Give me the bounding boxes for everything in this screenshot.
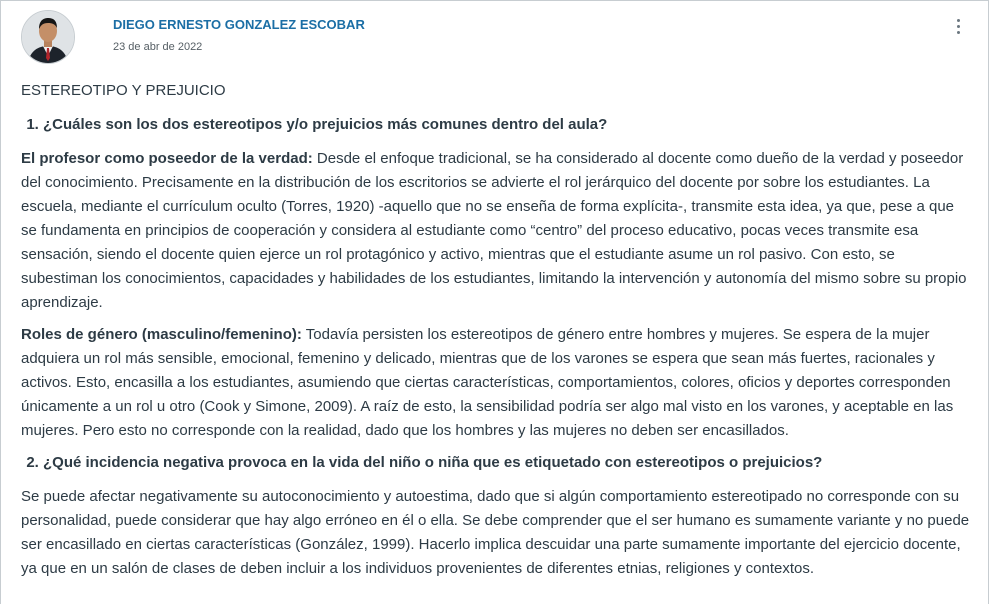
author-name-link[interactable]: DIEGO ERNESTO GONZALEZ ESCOBAR xyxy=(113,17,365,32)
paragraph-teacher-stereotype xyxy=(21,147,971,315)
avatar-photo-icon xyxy=(22,11,74,63)
author-avatar[interactable] xyxy=(21,10,75,64)
question-list-2 xyxy=(21,451,971,475)
post-title: ESTEREOTIPO Y PREJUICIO xyxy=(21,82,226,99)
paragraph-text: Todavía persisten los estereotipos de género entre hombres y mujeres. Se espera de la mujer adquiera un rol más sensible, emocional, femenino y delicado, mientras que de los varones se espera que sean más fuertes, racionales y activos. Esto, encasilla a los estudiantes, asumiendo que ciertas características, comportamientos, colores, oficios y deportes corresponden únicamente a un rol u otro (Cook y Simone, 2009). A raíz de esto, la sensibilidad podría ser algo mal visto en los varones, y aceptable en las mujeres. Pero esto no corresponde con la realidad, dado que los hombres y las mujeres no deben ser encasillados. xyxy=(21,326,954,439)
kebab-menu-icon xyxy=(957,25,960,28)
post-date: 23 de abr de 2022 xyxy=(113,41,203,53)
paragraph-label: Roles de género (masculino/femenino): xyxy=(21,326,302,343)
kebab-menu-icon xyxy=(957,31,960,34)
post-body xyxy=(21,81,971,589)
more-options-button[interactable] xyxy=(948,15,968,37)
paragraph-label: El profesor como poseedor de la verdad: xyxy=(21,150,313,167)
question-2: 2. ¿Qué incidencia negativa provoca en la vida del niño o niña que es etiquetado con estereotipos o prejuicios? xyxy=(43,451,971,475)
kebab-menu-icon xyxy=(957,19,960,22)
question-list-1 xyxy=(21,113,971,137)
question-1: 1. ¿Cuáles son los dos estereotipos y/o prejuicios más comunes dentro del aula? xyxy=(43,113,971,137)
paragraph-negative-impact: Se puede afectar negativamente su autoconocimiento y autoestima, dado que si algún comportamiento estereotipado no corresponde con su personalidad, puede considerar que hay algo erróneo en él o ella. Se debe comprender que el ser humano es sumamente variante y no puede ser encasillado en ciertas características (González, 1999). Hacerlo implica descuidar una parte sumamente importante del ejercicio docente, ya que en un salón de clases de deben incluir a los individuos provenientes de diferentes etnias, religiones y contextos. xyxy=(21,488,970,577)
paragraph-gender-roles xyxy=(21,323,971,443)
paragraph-text: Desde el enfoque tradicional, se ha considerado al docente como dueño de la verdad y poseedor del conocimiento. Precisamente en la distribución de los escritorios se advierte el rol jerárquico del docente por sobre los estudiantes. La escuela, mediante el currículum oculto (Torres, 1920) -aquello que no se enseña de forma explícita-, transmite esta idea, ya que, pese a que se fundamenta en principios de cooperación y considera al estudiante como “centro” del proceso educativo, pocas veces transmite esa sensación, siendo el docente quien ejerce un rol protagónico y activo, mientras que el estudiante asume un rol pasivo. Con esto, se subestiman los conocimientos, capacidades y habilidades de los estudiantes, limitando la intervención y autonomía del mismo sobre su propio aprendizaje. xyxy=(21,150,967,311)
